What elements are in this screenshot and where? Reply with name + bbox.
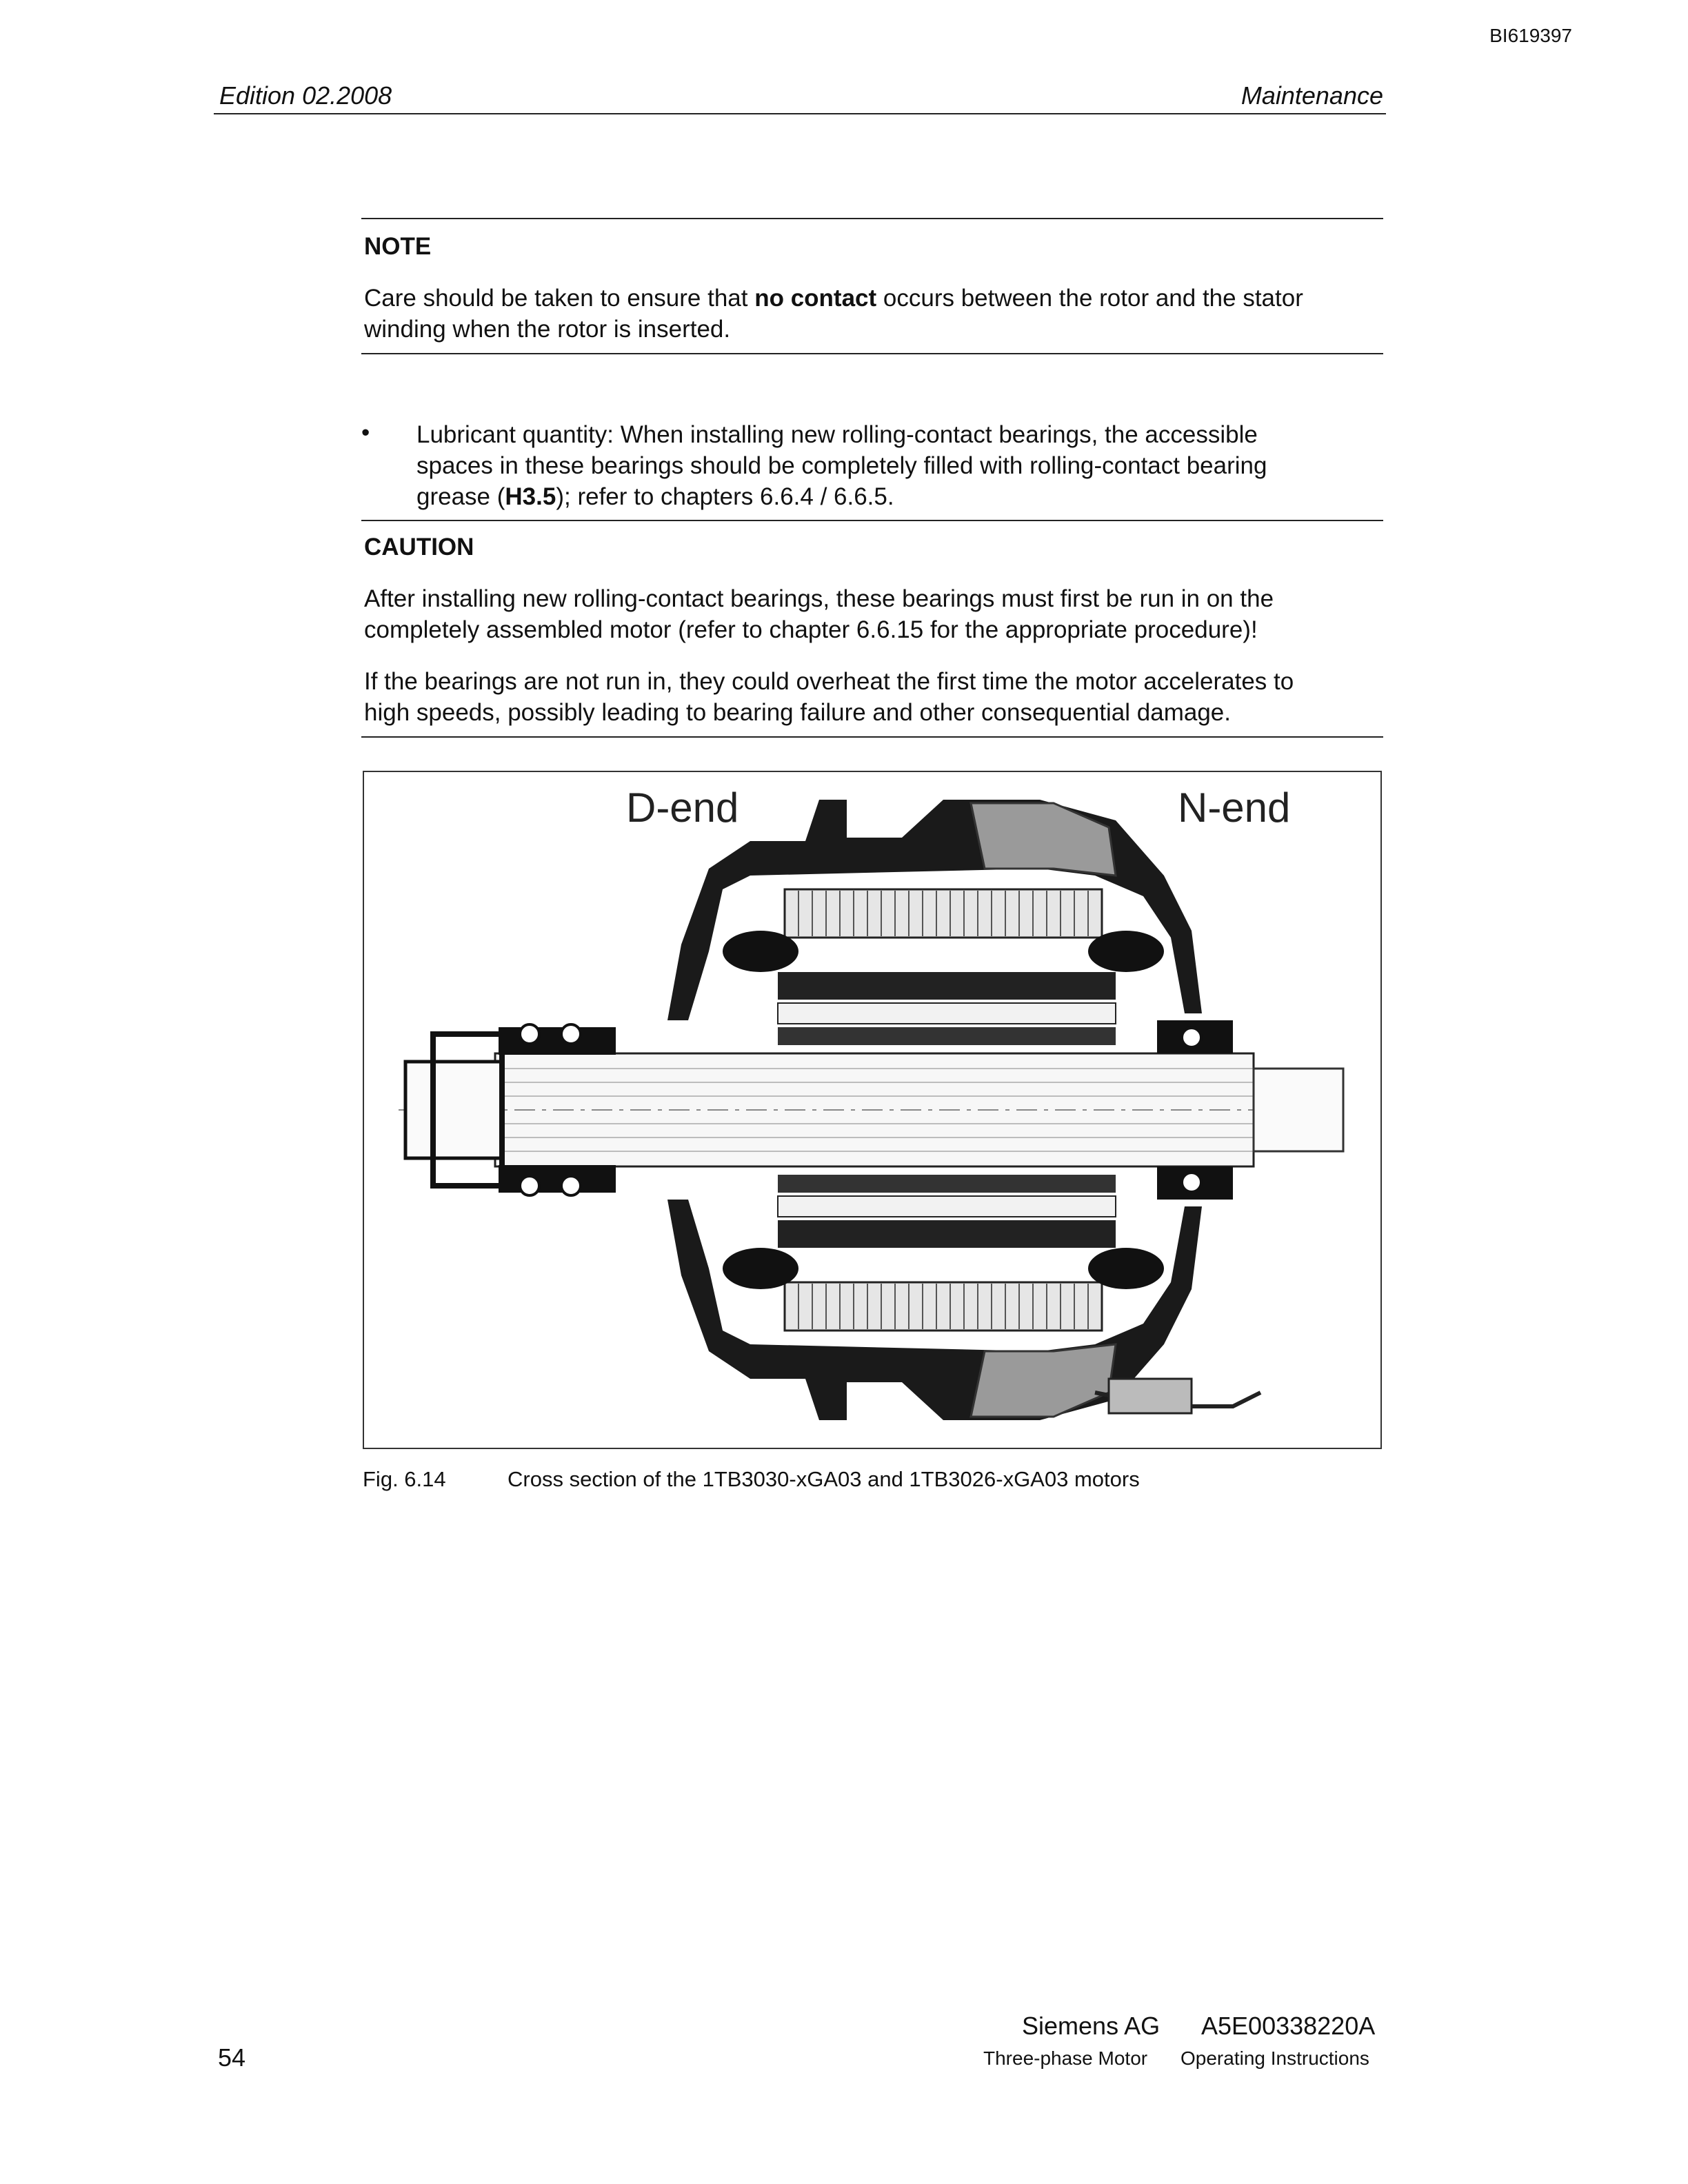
d-end-coupling xyxy=(405,1062,502,1158)
bullet-line-1: Lubricant quantity: When installing new rolling-contact bearings, the accessible xyxy=(416,421,1258,448)
header-edition: Edition 02.2008 xyxy=(219,81,392,110)
stator-upper xyxy=(785,889,1102,938)
fan-hood-lower xyxy=(971,1344,1116,1417)
note-heading: NOTE xyxy=(364,233,432,260)
fan-hood-upper xyxy=(971,803,1116,876)
d-end-label: D-end xyxy=(626,785,739,831)
caution-bottom-rule xyxy=(361,736,1383,738)
terminal-box xyxy=(1109,1379,1192,1413)
caution-heading: CAUTION xyxy=(364,534,474,560)
caution-top-rule xyxy=(361,520,1383,521)
caution-p1-line-2: completely assembled motor (refer to chapter 6.6.15 for the appropriate procedure)! xyxy=(364,616,1258,643)
bullet-glyph: • xyxy=(361,419,370,446)
stator-lower xyxy=(785,1282,1102,1331)
caution-p2-line-2: high speeds, possibly leading to bearing failure and other consequential damage. xyxy=(364,699,1231,726)
motor-cross-section xyxy=(364,772,1380,1448)
figure-number: Fig. 6.14 xyxy=(363,1467,446,1491)
winding-head-d-lower xyxy=(723,1248,798,1289)
page-number: 54 xyxy=(218,2043,246,2072)
note-line-2: winding when the rotor is inserted. xyxy=(364,316,731,343)
note-top-rule xyxy=(361,218,1383,219)
n-end-shaft-extension xyxy=(1254,1069,1343,1151)
caution-p2-line-1: If the bearings are not run in, they could overheat the first time the motor accelerates to xyxy=(364,668,1294,695)
figure-caption: Cross section of the 1TB3030-xGA03 and 1TB3026-xGA03 motors xyxy=(508,1467,1140,1491)
footer-product: Three-phase Motor xyxy=(983,2048,1148,2069)
header-section: Maintenance xyxy=(1240,81,1383,110)
n-end-label: N-end xyxy=(1178,785,1291,831)
winding-head-n-upper xyxy=(1088,931,1164,972)
bullet-line-2: spaces in these bearings should be completely filled with rolling-contact bearing xyxy=(416,452,1267,479)
bullet-line-3: grease (H3.5); refer to chapters 6.6.4 / 6.6.5. xyxy=(416,483,894,510)
note-bottom-rule xyxy=(361,353,1383,354)
footer-doc-type: Operating Instructions xyxy=(1180,2048,1369,2069)
footer-doc-number: A5E00338220A xyxy=(1201,2012,1376,2040)
winding-head-d-upper xyxy=(723,931,798,972)
footer-company: Siemens AG xyxy=(1022,2012,1160,2040)
caution-p1-line-1: After installing new rolling-contact bearings, these bearings must first be run in on the xyxy=(364,585,1274,612)
figure-frame xyxy=(363,771,1382,1449)
header-rule xyxy=(214,113,1386,114)
document-id: BI619397 xyxy=(1489,25,1572,46)
winding-head-n-lower xyxy=(1088,1248,1164,1289)
note-line-1: Care should be taken to ensure that no contact occurs between the rotor and the stator xyxy=(364,285,1303,312)
